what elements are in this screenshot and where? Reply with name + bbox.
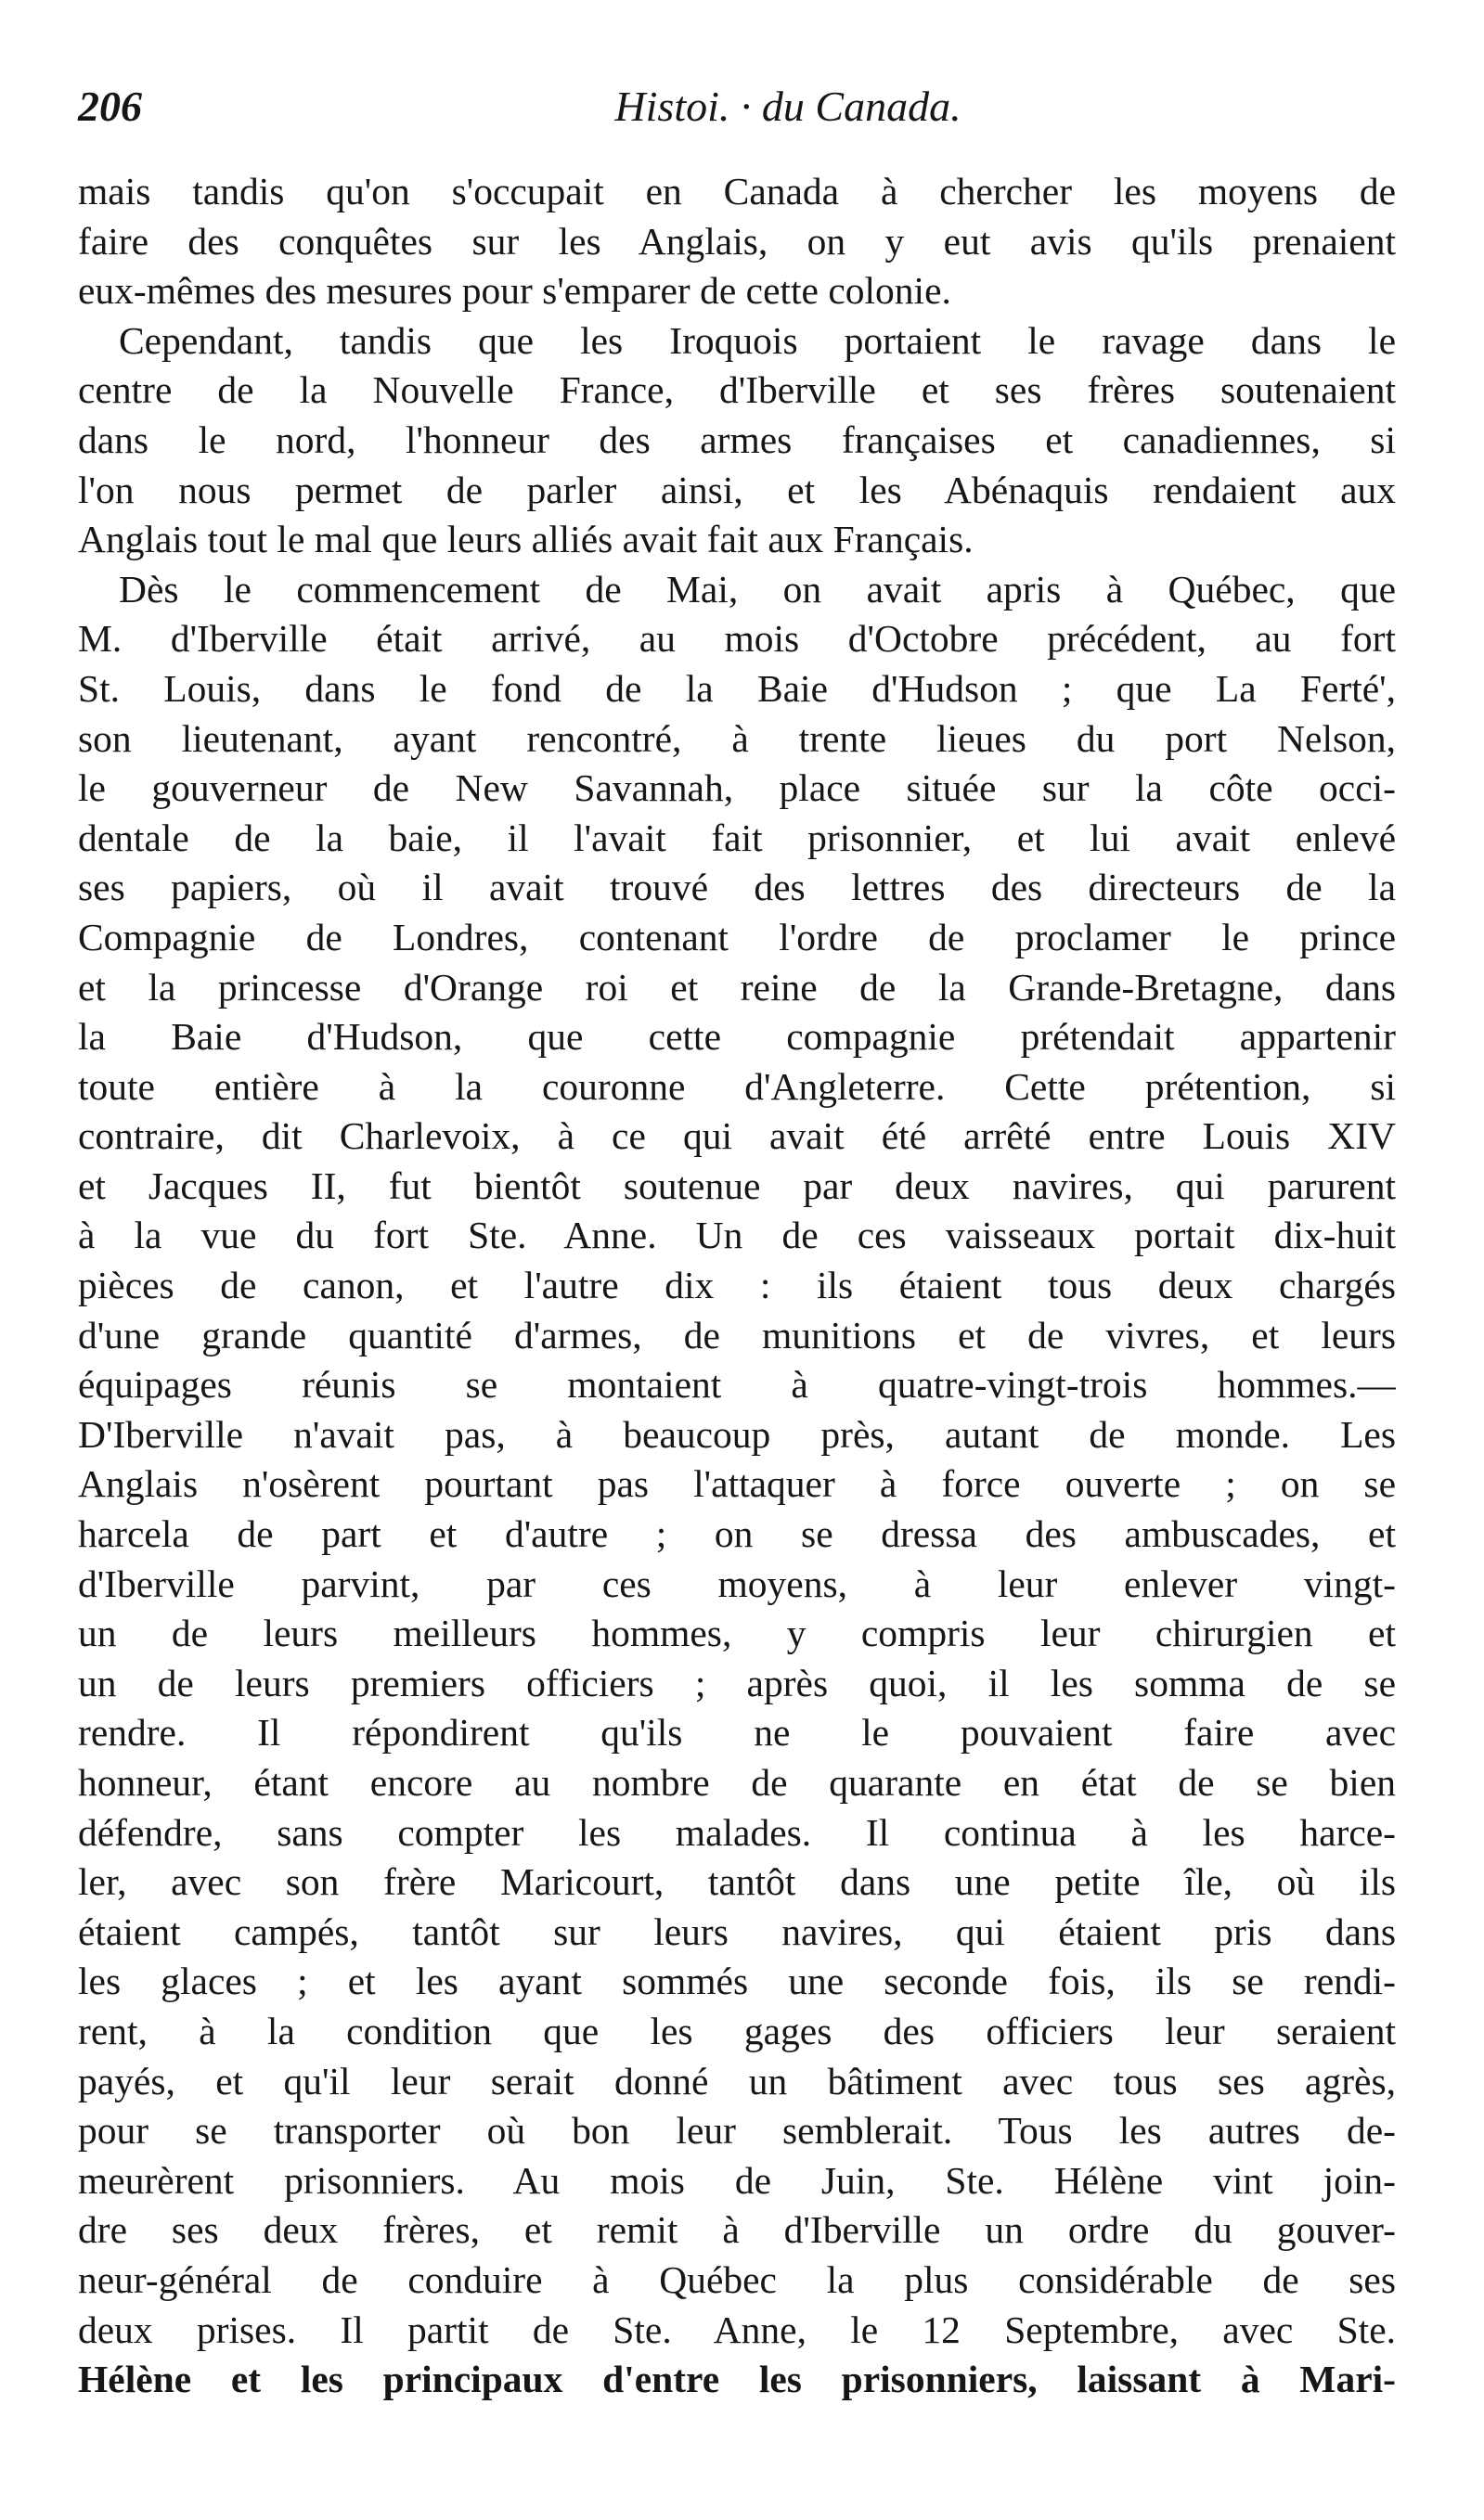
text-line: faire des conquêtes sur les Anglais, on y eut avis qu'ils prenaient xyxy=(78,219,1396,263)
text-line: contraire, dit Charlevoix, à ce qui avait été arrêté entre Louis XIV xyxy=(78,1114,1396,1158)
text-line: toute entière à la couronne d'Angleterre. Cette prétention, si xyxy=(78,1064,1396,1108)
text-line: et Jacques II, fut bientôt soutenue par deux navires, qui parurent xyxy=(78,1164,1396,1207)
text-line: équipages réunis se montaient à quatre-vingt-trois hommes.— xyxy=(78,1363,1396,1407)
text-line: rent, à la condition que les gages des officiers leur seraient xyxy=(78,2009,1396,2052)
text-line: la Baie d'Hudson, que cette compagnie prétendait appartenir xyxy=(78,1015,1396,1059)
text-line: payés, et qu'il leur serait donné un bâtiment avec tous ses agrès, xyxy=(78,2059,1396,2102)
text-line: l'on nous permet de parler ainsi, et les Abénaquis rendaient aux xyxy=(78,468,1396,511)
text-line: défendre, sans compter les malades. Il continua à les harce- xyxy=(78,1810,1396,1854)
text-line: le gouverneur de New Savannah, place située sur la côte occi- xyxy=(78,766,1396,810)
text-line: Anglais n'osèrent pourtant pas l'attaquer à force ouverte ; on se xyxy=(78,1462,1396,1506)
page-number: 206 xyxy=(78,83,142,130)
text-line: étaient campés, tantôt sur leurs navires, qui étaient pris dans xyxy=(78,1909,1396,1953)
text-line: ler, avec son frère Maricourt, tantôt dans une petite île, où ils xyxy=(78,1860,1396,1904)
text-line: pour se transporter où bon leur semblerait. Tous les autres de- xyxy=(78,2109,1396,2153)
text-line: les glaces ; et les ayant sommés une seconde fois, ils se rendi- xyxy=(78,1960,1396,2003)
text-line: son lieutenant, ayant rencontré, à trente lieues du port Nelson, xyxy=(78,716,1396,760)
text-line: d'Iberville parvint, par ces moyens, à leur enlever vingt- xyxy=(78,1562,1396,1605)
text-line: Dès le commencement de Mai, on avait apris à Québec, que xyxy=(119,567,1396,611)
text-line: ses papiers, où il avait trouvé des lettres des directeurs de la xyxy=(78,866,1396,909)
text-line: honneur, étant encore au nombre de quarante en état de se bien xyxy=(78,1761,1396,1804)
text-line: eux-mêmes des mesures pour s'emparer de cette colonie. xyxy=(78,269,951,313)
text-line: St. Louis, dans le fond de la Baie d'Hudson ; que La Ferté', xyxy=(78,666,1396,710)
text-line: un de leurs meilleurs hommes, y compris leur chirurgien et xyxy=(78,1612,1396,1655)
text-line: dentale de la baie, il l'avait fait prisonnier, et lui avait enlevé xyxy=(78,816,1396,859)
text-line: rendre. Il répondirent qu'ils ne le pouvaient faire avec xyxy=(78,1711,1396,1755)
text-line: Compagnie de Londres, contenant l'ordre de proclamer le prince xyxy=(78,915,1396,958)
text-line: d'une grande quantité d'armes, de munitions et de vivres, et leurs xyxy=(78,1313,1396,1356)
text-line: et la princesse d'Orange roi et reine de la Grande-Bretagne, dans xyxy=(78,965,1396,1009)
text-line: dre ses deux frères, et remit à d'Iberville un ordre du gouver- xyxy=(78,2208,1396,2252)
page-header xyxy=(78,74,1396,139)
text-line: à la vue du fort Ste. Anne. Un de ces vaisseaux portait dix-huit xyxy=(78,1214,1396,1257)
text-line: un de leurs premiers officiers ; après quoi, il les somma de se xyxy=(78,1661,1396,1704)
body-text xyxy=(78,167,1396,2405)
text-line: deux prises. Il partit de Ste. Anne, le 12 Septembre, avec Ste. xyxy=(78,2308,1396,2351)
text-line: centre de la Nouvelle France, d'Iberville et ses frères soutenaient xyxy=(78,368,1396,412)
text-line: harcela de part et d'autre ; on se dressa des ambuscades, et xyxy=(78,1512,1396,1556)
text-line: meurèrent prisonniers. Au mois de Juin, Ste. Hélène vint join- xyxy=(78,2158,1396,2202)
text-line: dans le nord, l'honneur des armes françaises et canadiennes, si xyxy=(78,418,1396,461)
text-line: mais tandis qu'on s'occupait en Canada à chercher les moyens de xyxy=(78,170,1396,212)
text-line: Cependant, tandis que les Iroquois portaient le ravage dans le xyxy=(119,318,1396,362)
text-line: Hélène et les principaux d'entre les prisonniers, laissant à Mari- xyxy=(78,2358,1396,2401)
text-line: D'Iberville n'avait pas, à beaucoup près, autant de monde. Les xyxy=(78,1412,1396,1456)
text-line: pièces de canon, et l'autre dix : ils étaient tous deux chargés xyxy=(78,1264,1396,1307)
text-line: neur-général de conduire à Québec la plus considérable de ses xyxy=(78,2257,1396,2301)
text-line: Anglais tout le mal que leurs alliés avait fait aux Français. xyxy=(78,518,974,561)
text-line: M. d'Iberville était arrivé, au mois d'Octobre précédent, au fort xyxy=(78,617,1396,661)
running-title: Histoi. · du Canada. xyxy=(614,83,961,130)
